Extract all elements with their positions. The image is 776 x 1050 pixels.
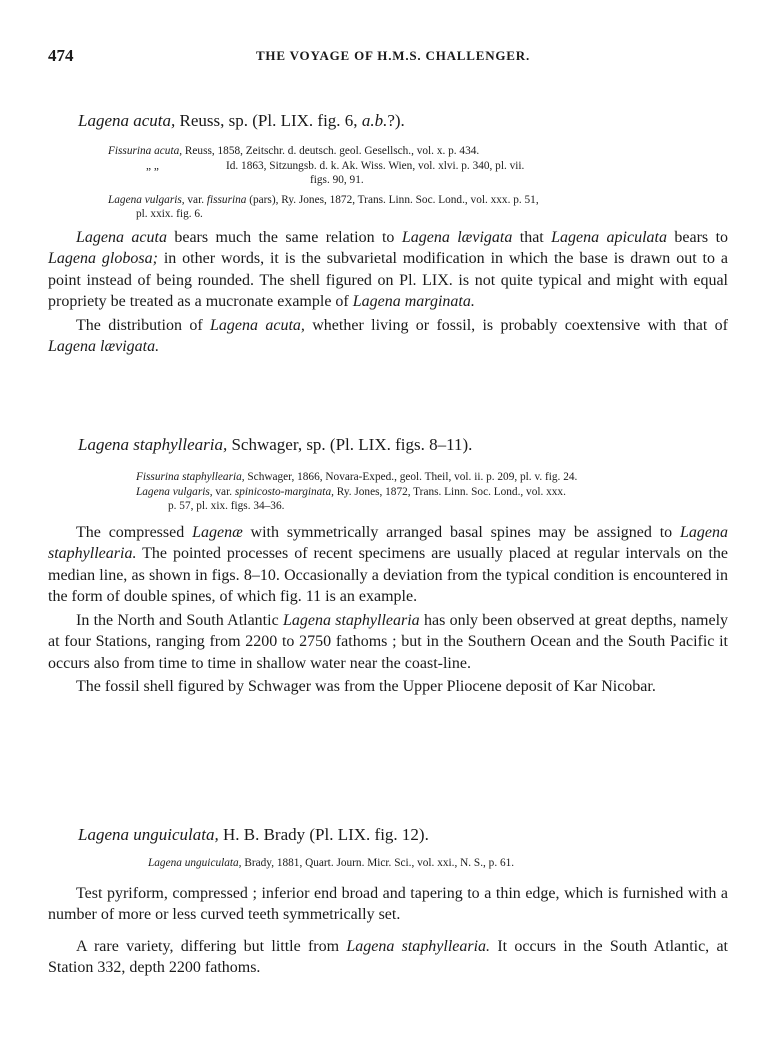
- body-paragraph: In the North and South Atlantic Lagena staphyllearia has only been observed at great depths, namely at four Stations, ranging from 2200 to 2750 fathoms ; but in the Southern Ocean and the South Pacific it occurs also from time to time in shallow water near the coast-line.: [48, 611, 729, 672]
- synonymy-continuation: pl. xxix. fig. 6.: [136, 208, 203, 220]
- species-name: Lagena acuta,: [78, 111, 176, 130]
- synonymy-continuation: p. 57, pl. xix. figs. 34–36.: [168, 500, 285, 512]
- synonymy-continuation: figs. 90, 91.: [310, 174, 364, 186]
- section-lagena-staphyllearia: [48, 434, 728, 698]
- synonymy-entry: „ „ Id. 1863, Sitzungsb. d. k. Ak. Wiss. Wien, vol. xlvi. p. 340, pl. vii.: [108, 159, 728, 174]
- synonymy-entry: Lagena vulgaris, var. spinicosto-marginata, Ry. Jones, 1872, Trans. Linn. Soc. Lond., vol. xxx.: [136, 485, 566, 498]
- species-name: Lagena staphyllearia,: [78, 435, 228, 454]
- synonymy-entry: Fissurina acuta, Reuss, 1858, Zeitschr. d. deutsch. geol. Gesellsch., vol. x. p. 434.: [108, 145, 480, 157]
- section-lagena-unguiculata: [48, 824, 728, 979]
- page-number: 474: [48, 46, 74, 65]
- body-paragraph: The compressed Lagenæ with symmetrically arranged basal spines may be assigned to Lagena staphyllearia. The pointed processes of recent specimens are usually placed at regular intervals on the median line, as shown in figs. 8–10. Occasionally a deviation from the typical condition is encountered in the form of double spines, of which fig. 11 is an example.: [48, 523, 728, 605]
- synonymy-entry: Lagena unguiculata, Brady, 1881, Quart. Journ. Micr. Sci., vol. xxi., N. S., p. 61.: [148, 857, 515, 869]
- synonymy-list: [48, 144, 728, 222]
- synonymy-list: [48, 856, 728, 871]
- species-heading: Lagena unguiculata, H. B. Brady (Pl. LIX. fig. 12).: [78, 825, 429, 844]
- species-heading: Lagena acuta, Reuss, sp. (Pl. LIX. fig. 6, a.b.?).: [78, 111, 405, 130]
- running-title: THE VOYAGE OF H.M.S. CHALLENGER.: [255, 48, 531, 63]
- synonymy-entry: Lagena vulgaris, var. fissurina (pars), Ry. Jones, 1872, Trans. Linn. Soc. Lond., vol. xxx. p. 51,: [108, 193, 539, 206]
- ditto-marks: „ „: [146, 159, 159, 172]
- synonymy-list: [48, 470, 728, 514]
- species-heading: Lagena staphyllearia, Schwager, sp. (Pl. LIX. figs. 8–11).: [78, 435, 473, 454]
- section-lagena-acuta: [48, 110, 728, 358]
- synonymy-entry: Fissurina staphyllearia, Schwager, 1866, Novara-Exped., geol. Theil, vol. ii. p. 209, pl. v. fig. 24.: [136, 471, 578, 483]
- page-header: [48, 46, 728, 70]
- body-paragraph: Test pyriform, compressed ; inferior end broad and tapering to a thin edge, which is furnished with a number of more or less curved teeth symmetrically set.: [48, 884, 728, 923]
- body-paragraph: Lagena acuta bears much the same relation to Lagena lævigata that Lagena apiculata bears to Lagena globosa; in other words, it is the subvarietal modification in which the base is drawn out to a point instead of being rounded. The shell figured on Pl. LIX. is not quite typical and might with equal propriety be treated as a mucronate example of Lagena marginata.: [48, 228, 729, 310]
- species-name: Lagena unguiculata,: [78, 825, 219, 844]
- body-paragraph: The fossil shell figured by Schwager was from the Upper Pliocene deposit of Kar Nicobar.: [76, 678, 656, 695]
- body-paragraph: The distribution of Lagena acuta, whether living or fossil, is probably coextensive with that of Lagena lævigata.: [48, 316, 729, 355]
- body-paragraph: A rare variety, differing but little from Lagena staphyllearia. It occurs in the South Atlantic, at Station 332, depth 2200 fathoms.: [48, 937, 728, 976]
